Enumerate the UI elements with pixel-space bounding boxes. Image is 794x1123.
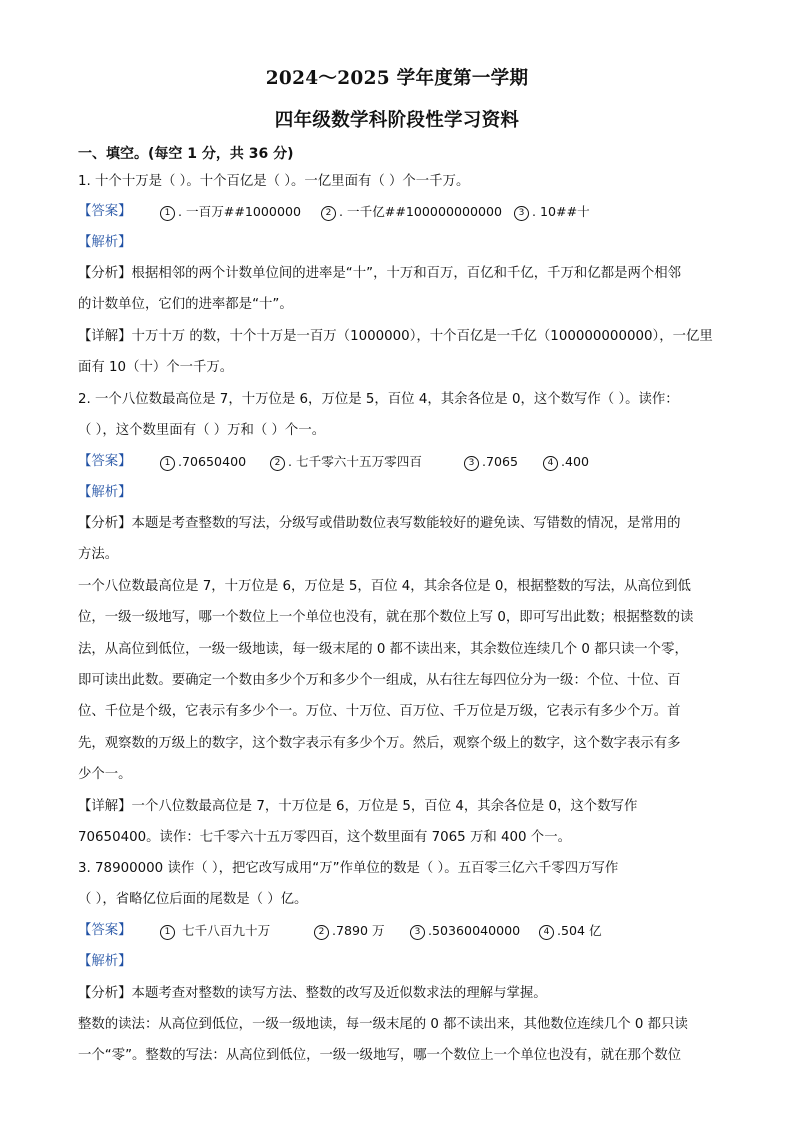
- question-2-fenxi-line: 方法。: [78, 547, 119, 562]
- answer-number: 4: [539, 925, 554, 940]
- section-heading: 一、填空。(每空 1 分，共 36 分): [78, 146, 294, 162]
- answer-number: 2: [270, 456, 285, 471]
- answer-item: [160, 203, 301, 222]
- question-2-text-line: 2. 一个八位数最高位是 7，十万位是 6，万位是 5，百位 4，其余各位是 0，这个数写作（ ）。读作：: [78, 392, 679, 407]
- answer-text: .7065: [482, 454, 519, 469]
- analysis-tag: 【解析】: [78, 235, 132, 250]
- document-subtitle: 四年级数学科阶段性学习资料: [274, 110, 520, 131]
- question-1-text: 1. 十个十万是（ ）。十个百亿是（ ）。一亿里面有（ ）个一千万。: [78, 174, 470, 189]
- analysis-tag: 【解析】: [78, 485, 132, 500]
- answer-number: 4: [543, 456, 558, 471]
- question-2-detail-line: 70650400。读作：七千零六十五万零四百，这个数里面有 7065 万和 400 个一。: [78, 830, 571, 845]
- question-1-detail-line: 面有 10（十）个一千万。: [78, 360, 234, 375]
- answer-item: [160, 922, 270, 941]
- answer-item: [160, 453, 246, 472]
- answer-number: 1: [160, 206, 175, 221]
- answer-item: [314, 922, 385, 941]
- answer-text: . 10##十: [532, 204, 590, 219]
- answer-item: [410, 922, 520, 941]
- question-2-fenxi-line: 一个八位数最高位是 7，十万位是 6，万位是 5，百位 4，其余各位是 0，根据整数的写法，从高位到低: [78, 579, 691, 594]
- question-1-detail-line: 【详解】十万十万 的数，十个十万是一百万（1000000），十个百亿是一千亿（100000000000），一亿里: [78, 329, 713, 344]
- answer-item: [321, 203, 502, 222]
- answer-item: [539, 922, 602, 941]
- answer-number: 1: [160, 925, 175, 940]
- question-3-fenxi-line: 一个“零”。整数的写法：从高位到低位，一级一级地写，哪一个数位上一个单位也没有，就在那个数位: [78, 1048, 682, 1063]
- question-2-fenxi-line: 【分析】本题是考查整数的写法，分级写或借助数位表写数能较好的避免读、写错数的情况，是常用的: [78, 516, 681, 531]
- question-3-answer-row: [78, 922, 718, 940]
- question-2-text-line: （ ），这个数里面有（ ）万和（ ）个一。: [78, 423, 326, 438]
- answer-text: 七千八百九十万: [178, 923, 271, 938]
- answer-tag: 【答案】: [78, 923, 132, 938]
- answer-text: . 七千零六十五万零四百: [288, 454, 422, 469]
- answer-number: 2: [314, 925, 329, 940]
- question-2-fenxi-line: 法，从高位到低位，一级一级地读，每一级末尾的 0 都不读出来，其余数位连续几个 0 都只读一个零，: [78, 642, 688, 657]
- answer-text: .7890 万: [332, 923, 385, 938]
- document-title: 2024～2025 学年度第一学期: [265, 68, 529, 89]
- answer-text: . 一百万##1000000: [178, 204, 301, 219]
- answer-number: 2: [321, 206, 336, 221]
- question-3-fenxi-line: 整数的读法：从高位到低位，一级一级地读，每一级末尾的 0 都不读出来，其他数位连续几个 0 都只读: [78, 1017, 688, 1032]
- analysis-tag: 【解析】: [78, 954, 132, 969]
- question-3-text-line: （ ），省略亿位后面的尾数是（ ）亿。: [78, 892, 308, 907]
- question-2-answer-row: [78, 453, 718, 471]
- answer-number: 3: [410, 925, 425, 940]
- question-2-fenxi-line: 位，一级一级地写，哪一个数位上一个单位也没有，就在那个数位上写 0，即可写出此数；根据整数的读: [78, 610, 694, 625]
- answer-item: [543, 453, 589, 472]
- question-2-fenxi-line: 先，观察数的万级上的数字，这个数字表示有多少个万。然后，观察个级上的数字，这个数字表示有多: [78, 736, 681, 751]
- answer-text: .504 亿: [557, 923, 602, 938]
- answer-number: 1: [160, 456, 175, 471]
- question-1-fenxi-line: 的计数单位，它们的进率都是“十”。: [78, 297, 293, 312]
- answer-item: [464, 453, 518, 472]
- question-1-answer-row: [78, 203, 718, 221]
- question-2-fenxi-line: 少个一。: [78, 767, 132, 782]
- question-2-fenxi-line: 即可读出此数。要确定一个数由多少个万和多少个一组成，从右往左每四位分为一级：个位、十位、百: [78, 673, 681, 688]
- answer-tag: 【答案】: [78, 204, 132, 219]
- answer-text: . 一千亿##100000000000: [339, 204, 503, 219]
- question-2-detail-line: 【详解】一个八位数最高位是 7，十万位是 6，万位是 5，百位 4，其余各位是 0，这个数写作: [78, 799, 638, 814]
- answer-text: .50360040000: [428, 923, 521, 938]
- answer-tag: 【答案】: [78, 454, 132, 469]
- answer-number: 3: [514, 206, 529, 221]
- answer-item: [514, 203, 590, 222]
- answer-number: 3: [464, 456, 479, 471]
- question-3-text-line: 3. 78900000 读作（ ），把它改写成用“万”作单位的数是（ ）。五百零三亿六千零四万写作: [78, 861, 619, 876]
- answer-text: .400: [561, 454, 590, 469]
- question-1-fenxi-line: 【分析】根据相邻的两个计数单位间的进率是“十”，十万和百万，百亿和千亿，千万和亿都是两个相邻: [78, 266, 682, 281]
- answer-text: .70650400: [178, 454, 247, 469]
- question-3-fenxi-line: 【分析】本题考查对整数的读写方法、整数的改写及近似数求法的理解与掌握。: [78, 986, 547, 1001]
- question-2-fenxi-line: 位、千位是个级，它表示有多少个一。万位、十万位、百万位、千万位是万级，它表示有多少个万。首: [78, 704, 681, 719]
- answer-item: [270, 453, 422, 472]
